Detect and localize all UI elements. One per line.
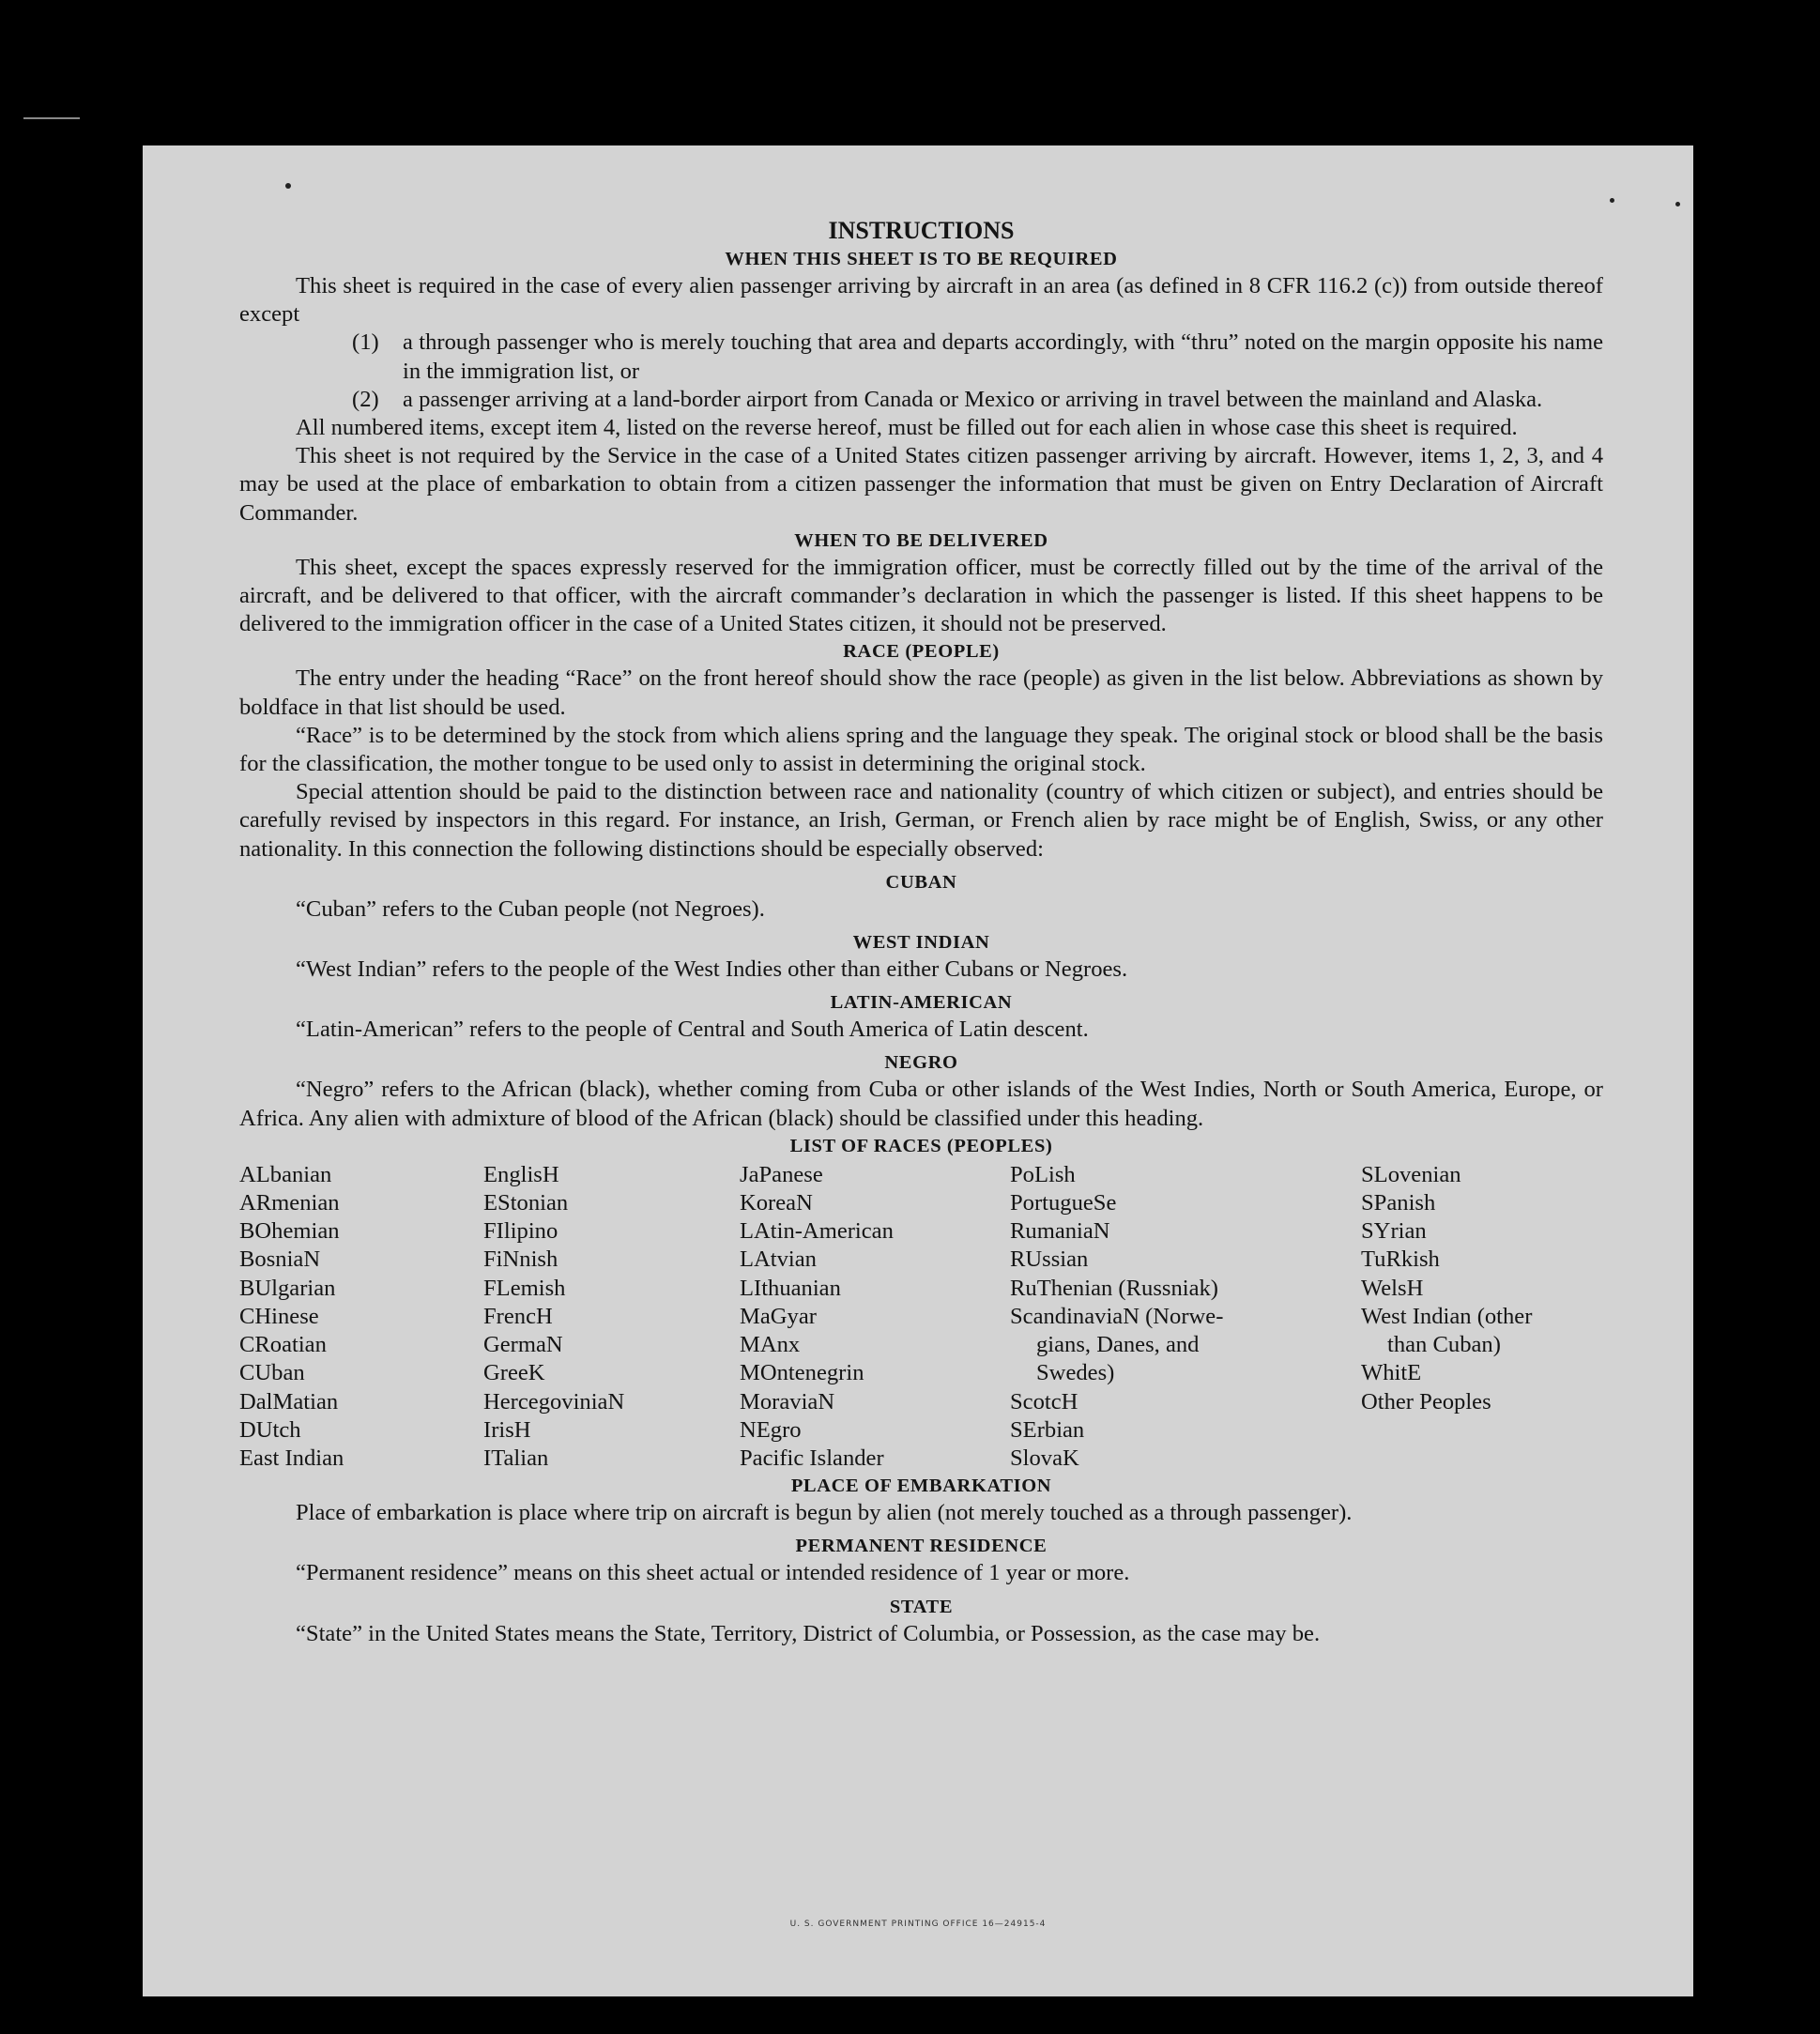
race-entry: CUban [239, 1360, 305, 1386]
races-column-1 [239, 1161, 483, 1473]
race-entry: JaPanese [740, 1161, 823, 1187]
race-entry: DalMatian [239, 1388, 339, 1415]
race-entry: PortugueSe [1010, 1190, 1117, 1216]
paragraph: “Cuban” refers to the Cuban people (not Negroes). [296, 895, 765, 922]
race-entry: gians, Danes, and [1036, 1332, 1200, 1358]
race-entry: MAnx [740, 1332, 801, 1358]
speck [285, 183, 291, 189]
race-entry: LAtvian [740, 1246, 817, 1273]
item-number: (1) [352, 329, 379, 356]
paragraph: “Latin-American” refers to the people of Central and South America of Latin descent. [296, 1017, 1089, 1043]
races-list [239, 1161, 1603, 1473]
item-text: a passenger arriving at a land-border airport from Canada or Mexico or arriving in travel between the mainland and Alaska. [403, 386, 1543, 412]
race-entry: Swedes) [1036, 1360, 1115, 1386]
paragraph: Special attention should be paid to the distinction between race and nationality (country of which citizen or subject), and entries should be carefully revised by inspectors in this regard. For instance, an Irish, German, or French alien by race might be of English, Swiss, or any other nationality. In this connection the following distinctions should be especially observed: [239, 779, 1603, 862]
paragraph: “State” in the United States means the State, Territory, District of Columbia, or Possession, as the case may be. [296, 1620, 1321, 1646]
speck [1610, 198, 1614, 203]
paragraph: This sheet is not required by the Service in the case of a United States citizen passenger arriving by aircraft. However, items 1, 2, 3, and 4 may be used at the place of embarkation to obtain from a citizen passenger the information that must be given on Entry Declaration of Aircraft Commander. [239, 443, 1603, 526]
race-entry: TuRkish [1361, 1246, 1440, 1273]
section-heading: NEGRO [884, 1052, 958, 1074]
race-entry: MOntenegrin [740, 1360, 864, 1386]
section-heading: LATIN-AMERICAN [830, 992, 1013, 1014]
race-entry: FLemish [483, 1275, 566, 1301]
race-entry: SlovaK [1010, 1445, 1079, 1471]
race-entry: SLovenian [1361, 1161, 1461, 1187]
document-page [143, 145, 1693, 1996]
section-heading: PLACE OF EMBARKATION [790, 1476, 1052, 1497]
race-entry: FiNnish [483, 1246, 558, 1273]
race-entry: LAtin-American [740, 1218, 894, 1245]
race-entry: EStonian [483, 1190, 569, 1216]
paragraph: This sheet, except the spaces expressly reserved for the immigration officer, must be correctly filled out by the time of the arrival of the aircraft, and be delivered to that officer, with the aircraft commander’s declaration in which the passenger is listed. If this sheet happens to be delivered to the immigration officer in the case of a United States citizen, it should not be preserved. [239, 554, 1603, 637]
section-heading: PERMANENT RESIDENCE [795, 1536, 1048, 1557]
race-entry: GreeK [483, 1360, 545, 1386]
race-entry: ARmenian [239, 1190, 340, 1216]
races-column-5 [1361, 1161, 1603, 1473]
race-entry: BosniaN [239, 1246, 321, 1273]
paragraph: “Permanent residence” means on this sheet actual or intended residence of 1 year or more. [296, 1560, 1130, 1586]
race-entry: WelsH [1361, 1275, 1424, 1301]
list-item [352, 329, 1603, 385]
race-entry: SErbian [1010, 1416, 1085, 1443]
paragraph: “Race” is to be determined by the stock from which aliens spring and the language they speak. The original stock or blood shall be the basis for the classification, the mother tongue to be used only to assist in determining the original stock. [239, 722, 1603, 777]
races-column-3 [740, 1161, 1010, 1473]
race-entry: BOhemian [239, 1218, 340, 1245]
section-heading: RACE (PEOPLE) [843, 641, 1000, 663]
paragraph: All numbered items, except item 4, listed on the reverse hereof, must be filled out for each alien in whose case this sheet is required. [296, 415, 1518, 441]
race-entry: East Indian [239, 1445, 344, 1471]
race-entry: than Cuban) [1387, 1332, 1501, 1358]
race-entry: FIlipino [483, 1218, 558, 1245]
item-number: (2) [352, 386, 379, 412]
race-entry: SPanish [1361, 1190, 1436, 1216]
section-heading: STATE [889, 1596, 954, 1617]
speck [1675, 202, 1680, 206]
race-entry: RuThenian (Russniak) [1010, 1275, 1218, 1301]
race-entry: MaGyar [740, 1303, 817, 1329]
race-entry: DUtch [239, 1416, 301, 1443]
paragraph: “Negro” refers to the African (black), whether coming from Cuba or other islands of the West Indies, North or South America, Europe, or Africa. Any alien with admixture of blood of the African (black) should be classified under this heading. [239, 1077, 1603, 1131]
list-item [352, 386, 1603, 414]
paragraph: Place of embarkation is place where trip on aircraft is begun by alien (not merely touched as a through passenger). [296, 1500, 1353, 1526]
section-heading: WEST INDIAN [852, 932, 990, 954]
race-entry: CRoatian [239, 1332, 327, 1358]
scan-mark [23, 117, 80, 119]
race-entry: SYrian [1361, 1218, 1427, 1245]
race-entry: EnglisH [483, 1161, 559, 1187]
race-entry: CHinese [239, 1303, 319, 1329]
races-column-4 [1010, 1161, 1361, 1473]
race-entry: WhitE [1361, 1360, 1422, 1386]
race-entry: ScandinaviaN (Norwe- [1010, 1303, 1224, 1329]
race-entry: HercegoviniaN [483, 1388, 625, 1415]
race-entry: PoLish [1010, 1161, 1076, 1187]
race-entry: FrencH [483, 1303, 553, 1329]
race-entry: Pacific Islander [740, 1445, 884, 1471]
item-text: a through passenger who is merely touching that area and departs accordingly, with “thru” noted on the margin opposite his name in the immigration list, or [403, 329, 1603, 384]
instructions-content [239, 216, 1603, 1648]
paragraph: This sheet is required in the case of every alien passenger arriving by aircraft in an area (as defined in 8 CFR 116.2 (c)) from outside thereof except [239, 273, 1603, 328]
paragraph: The entry under the heading “Race” on the front hereof should show the race (people) as given in the list below. Abbreviations as shown by boldface in that list should be used. [239, 665, 1603, 720]
race-entry: BUlgarian [239, 1275, 336, 1301]
race-entry: West Indian (other [1361, 1303, 1533, 1329]
race-entry: ALbanian [239, 1161, 332, 1187]
race-entry: GermaN [483, 1332, 563, 1358]
race-entry: LIthuanian [740, 1275, 841, 1301]
race-entry: MoraviaN [740, 1388, 835, 1415]
race-entry: Other Peoples [1361, 1388, 1491, 1415]
section-heading: WHEN THIS SHEET IS TO BE REQUIRED [725, 249, 1118, 269]
race-entry: ScotcH [1010, 1388, 1078, 1415]
races-heading: LIST OF RACES (PEOPLES) [789, 1135, 1053, 1156]
race-entry: RumaniaN [1010, 1218, 1110, 1245]
race-entry: ITalian [483, 1445, 549, 1471]
races-column-2 [483, 1161, 740, 1473]
race-entry: IrisH [483, 1416, 531, 1443]
race-entry: KoreaN [740, 1190, 813, 1216]
printer-imprint: U. S. GOVERNMENT PRINTING OFFICE 16—24915-4 [789, 1919, 1047, 1929]
race-entry: RUssian [1010, 1246, 1089, 1273]
section-heading: CUBAN [885, 871, 957, 893]
section-heading: WHEN TO BE DELIVERED [794, 529, 1048, 551]
race-entry: NEgro [740, 1416, 802, 1443]
paragraph: “West Indian” refers to the people of the West Indies other than either Cubans or Negroes. [296, 956, 1128, 983]
page-title: INSTRUCTIONS [828, 217, 1015, 244]
